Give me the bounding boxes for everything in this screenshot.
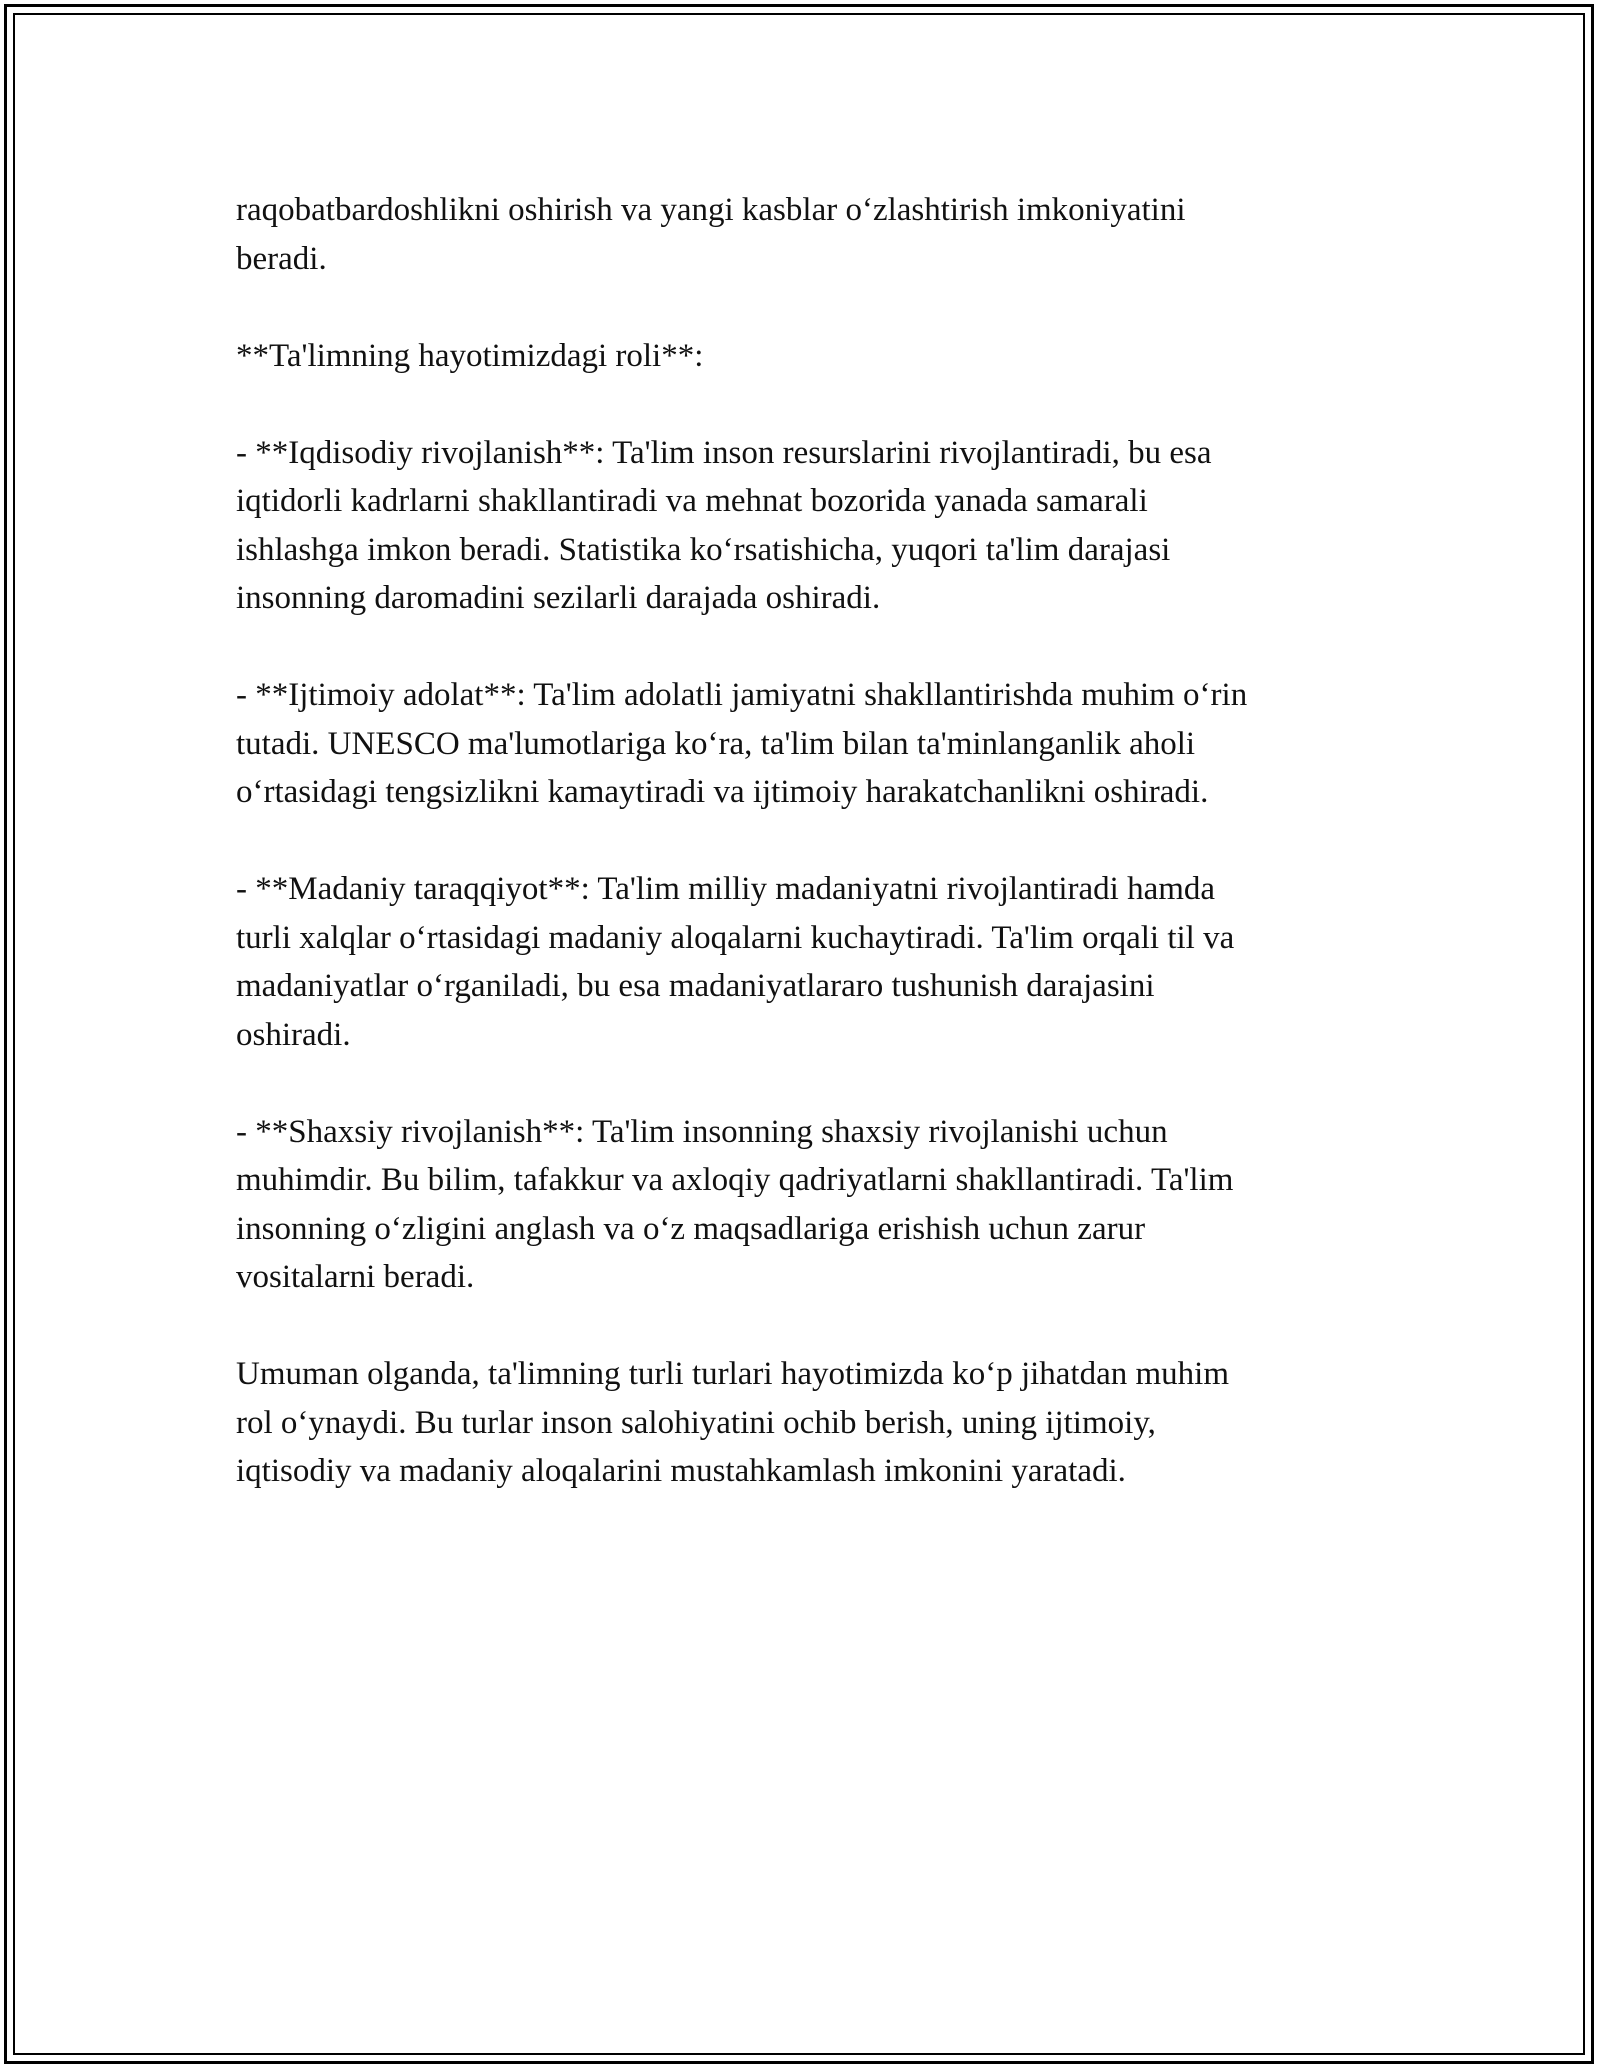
document-body: [236, 186, 1386, 1544]
list-item-personal-development: - **Shaxsiy rivojlanish**: Ta'lim insonning shaxsiy rivojlanishi uchun muhimdir. Bu bilim, tafakkur va axloqiy qadriyatlarni shakllantiradi. Ta'lim insonning o‘zligini anglash va o‘z maqsadlariga erishish uchun zarur vositalarni beradi.: [236, 1113, 1234, 1295]
paragraph-continuation: raqobatbardoshlikni oshirish va yangi kasblar o‘zlashtirish imkoniyatini beradi.: [236, 192, 1186, 277]
section-heading: **Ta'limning hayotimizdagi roli**:: [236, 337, 704, 374]
list-item-social-justice: - **Ijtimoiy adolat**: Ta'lim adolatli jamiyatni shakllantirishda muhim o‘rin tutadi. UNESCO ma'lumotlariga ko‘ra, ta'lim bilan ta'minlanganlik aholi o‘rtasidagi tengsizlikni kamaytiradi va ijtimoiy harakatchanlikni oshiradi.: [236, 677, 1248, 810]
list-item-economic-development: - **Iqdisodiy rivojlanish**: Ta'lim inson resurslarini rivojlantiradi, bu esa iqtidorli kadrlarni shakllantiradi va mehnat bozorida yanada samarali ishlashga imkon beradi. Statistika ko‘rsatishicha, yuqori ta'lim darajasi insonning daromadini sezilarli darajada oshiradi.: [236, 434, 1212, 616]
list-item-cultural-progress: - **Madaniy taraqqiyot**: Ta'lim milliy madaniyatni rivojlantiradi hamda turli xalqlar o‘rtasidagi madaniy aloqalarni kuchaytiradi. Ta'lim orqali til va madaniyatlar o‘rganiladi, bu esa madaniyatlararo tushunish darajasini oshiradi.: [236, 871, 1235, 1053]
paragraph-conclusion: Umuman olganda, ta'limning turli turlari hayotimizda ko‘p jihatdan muhim rol o‘ynaydi. Bu turlar inson salohiyatini ochib berish, uning ijtimoiy, iqtisodiy va madaniy aloqalarini mustahkamlash imkonini yaratadi.: [236, 1356, 1229, 1489]
